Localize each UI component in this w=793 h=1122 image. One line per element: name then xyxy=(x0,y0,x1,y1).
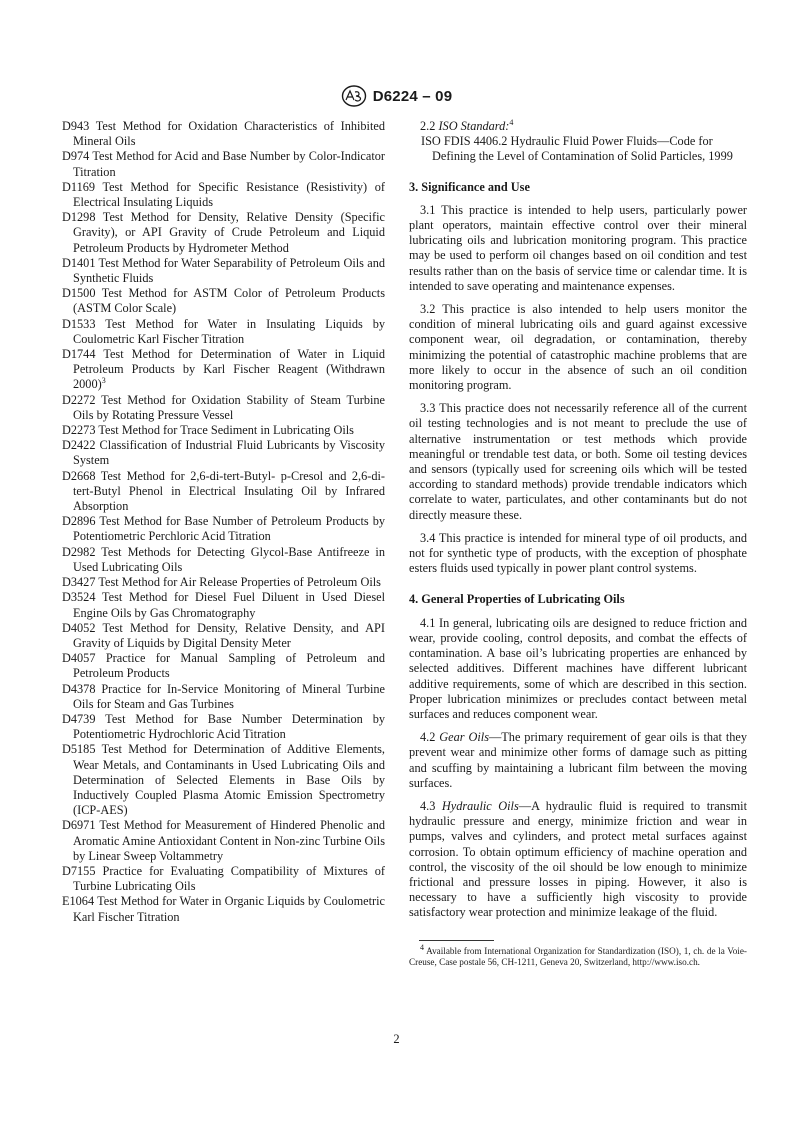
reference-item: D1500 Test Method for ASTM Color of Petroleum Products (ASTM Color Scale) xyxy=(62,286,385,316)
iso-standard-heading: 2.2 ISO Standard:$^4$ xyxy=(420,117,514,133)
reference-item: D1744 Test Method for Determination of Water in Liquid Petroleum Products by Karl Fischer Reagent (Withdrawn 2000)$^3$ xyxy=(62,347,385,392)
footnote-divider xyxy=(419,940,494,941)
reference-item: D2273 Test Method for Trace Sediment in Lubricating Oils xyxy=(62,423,354,438)
left-column xyxy=(62,119,385,925)
referenced-documents-list xyxy=(62,119,385,925)
reference-item: D4378 Practice for In-Service Monitoring of Mineral Turbine Oils for Steam and Gas Turbines xyxy=(62,681,385,711)
reference-item: D3427 Test Method for Air Release Properties of Petroleum Oils xyxy=(62,575,381,590)
reference-item: D2668 Test Method for 2,6-di-tert-Butyl- p-Cresol and 2,6-di-tert-Butyl Phenol in Electrical Insulating Oil by Infrared Absorption xyxy=(62,468,385,514)
reference-item: D2982 Test Methods for Detecting Glycol-Base Antifreeze in Used Lubricating Oils xyxy=(62,544,385,574)
astm-logo-icon xyxy=(341,85,367,107)
reference-item: D5185 Test Method for Determination of Additive Elements, Wear Metals, and Contaminants in Used Lubricating Oils and Determination of Selected Elements in Base Oils by Inductively Coupled Plasma Atomic Emission Spectrometry (ICP-AES) xyxy=(62,742,385,818)
paragraph: 3.1 This practice is intended to help users, particularly power plant operators, maintain effective control over their mineral lubricating oils and lubrication monitoring program. This practice may be used to perform oil changes based on oil condition and test results rather than on the basis of service time or calendar time. It is intended to save operating and maintenance expenses. xyxy=(409,202,747,293)
reference-item: D1533 Test Method for Water in Insulating Liquids by Coulometric Karl Fischer Titration xyxy=(62,316,385,346)
footnote: $^4$ Available from International Organization for Standardization (ISO), 1, ch. de la Voie-Creuse, Case postale 56, CH-1211, Geneva 20, Switzerland, http://www.iso.ch. xyxy=(409,942,747,968)
paragraph: 4.3 Hydraulic Oils—A hydraulic fluid is required to transmit hydraulic pressure and energy, minimize friction and wear in pumps, valves and cylinders, and protect metal surfaces against corrosion. To obtain optimum efficiency of machine operation and control, the viscosity of the oil should be low enough to minimize frictional and pressure losses in piping. However, it also is necessary to have a sufficiently high viscosity to provide satisfactory wear protection and minimize leakage of the fluid. xyxy=(409,798,747,920)
reference-item: D2272 Test Method for Oxidation Stability of Steam Turbine Oils by Rotating Pressure Vessel xyxy=(62,392,385,422)
reference-item: D4052 Test Method for Density, Relative Density, and API Gravity of Liquids by Digital Density Meter xyxy=(62,620,385,650)
reference-item: D2422 Classification of Industrial Fluid Lubricants by Viscosity System xyxy=(62,438,385,468)
paragraph: 3.4 This practice is intended for mineral type of oil products, and not for synthetic type of products, with the exception of phosphate esters fluids used typically in power plant control systems. xyxy=(409,530,747,576)
reference-item: D4739 Test Method for Base Number Determination by Potentiometric Hydrochloric Acid Titration xyxy=(62,711,385,742)
paragraph: 4.1 In general, lubricating oils are designed to reduce friction and wear, provide cooling, control deposits, and combat the effects of contamination. A base oil’s lubricating properties are enhanced by selected additives. Different machines have different lubricant additive requirements, some of which are described in this section. Proper lubrication minimizes or precludes contact between metal surfaces and reduces component wear. xyxy=(409,615,747,721)
paragraph: 3.2 This practice is also intended to help users monitor the condition of mineral lubricating oils and guard against excessive component wear, oil degradation, or contamination, thereby minimizing the potential of catastrophic machine problems that are more likely to occur in the absence of such an oil condition monitoring program. xyxy=(409,302,747,393)
reference-item: D3524 Test Method for Diesel Fuel Diluent in Used Diesel Engine Oils by Gas Chromatography xyxy=(62,590,385,620)
footnote-marker: 4 xyxy=(509,117,514,127)
reference-item: D1401 Test Method for Water Separability of Petroleum Oils and Synthetic Fluids xyxy=(62,255,385,286)
paragraph: 4.2 Gear Oils—The primary requirement of gear oils is that they prevent wear and minimize other forms of damage such as pitting and scuffing by maintaining a lubricant film between the moving surfaces. xyxy=(409,730,747,790)
reference-item: D2896 Test Method for Base Number of Petroleum Products by Potentiometric Perchloric Acid Titration xyxy=(62,514,385,544)
reference-item: D1169 Test Method for Specific Resistance (Resistivity) of Electrical Insulating Liquids xyxy=(62,179,385,210)
document-designation: D6224 – 09 xyxy=(372,87,453,105)
footnote-marker: 3 xyxy=(101,376,106,386)
reference-item: D4057 Practice for Manual Sampling of Petroleum and Petroleum Products xyxy=(62,651,385,681)
reference-item: D7155 Practice for Evaluating Compatibility of Mixtures of Turbine Lubricating Oils xyxy=(62,863,385,894)
reference-item: D974 Test Method for Acid and Base Number by Color-Indicator Titration xyxy=(62,149,385,179)
reference-item: D6971 Test Method for Measurement of Hindered Phenolic and Aromatic Amine Antioxidant Content in Non-zinc Turbine Oils by Linear Sweep Voltammetry xyxy=(62,818,385,863)
iso-reference: ISO FDIS 4406.2 Hydraulic Fluid Power Fluids—Code for Defining the Level of Contamination of Solid Particles, 1999 xyxy=(421,134,733,164)
paragraph: 3.3 This practice does not necessarily reference all of the current oil testing technologies and is not meant to preclude the use of alternative instrumentation or test methods which provide meaningful or trendable test data, or both. Some oil testing devices and sensors (typically used for screening oils which will be tested according to standard methods) provide trendable indicators which correlate to water, particulates, and other contaminants but do not directly measure these. xyxy=(409,401,747,522)
page-number: 2 xyxy=(393,1032,400,1046)
section-heading: 4. General Properties of Lubricating Oils xyxy=(409,592,625,607)
section-heading: 3. Significance and Use xyxy=(409,179,530,194)
reference-item: E1064 Test Method for Water in Organic Liquids by Coulometric Karl Fischer Titration xyxy=(62,894,385,924)
reference-item: D943 Test Method for Oxidation Characteristics of Inhibited Mineral Oils xyxy=(62,119,385,149)
right-column xyxy=(409,119,747,969)
reference-item: D1298 Test Method for Density, Relative Density (Specific Gravity), or API Gravity of Crude Petroleum and Liquid Petroleum Products by Hydrometer Method xyxy=(62,210,385,255)
page-header xyxy=(0,84,793,108)
